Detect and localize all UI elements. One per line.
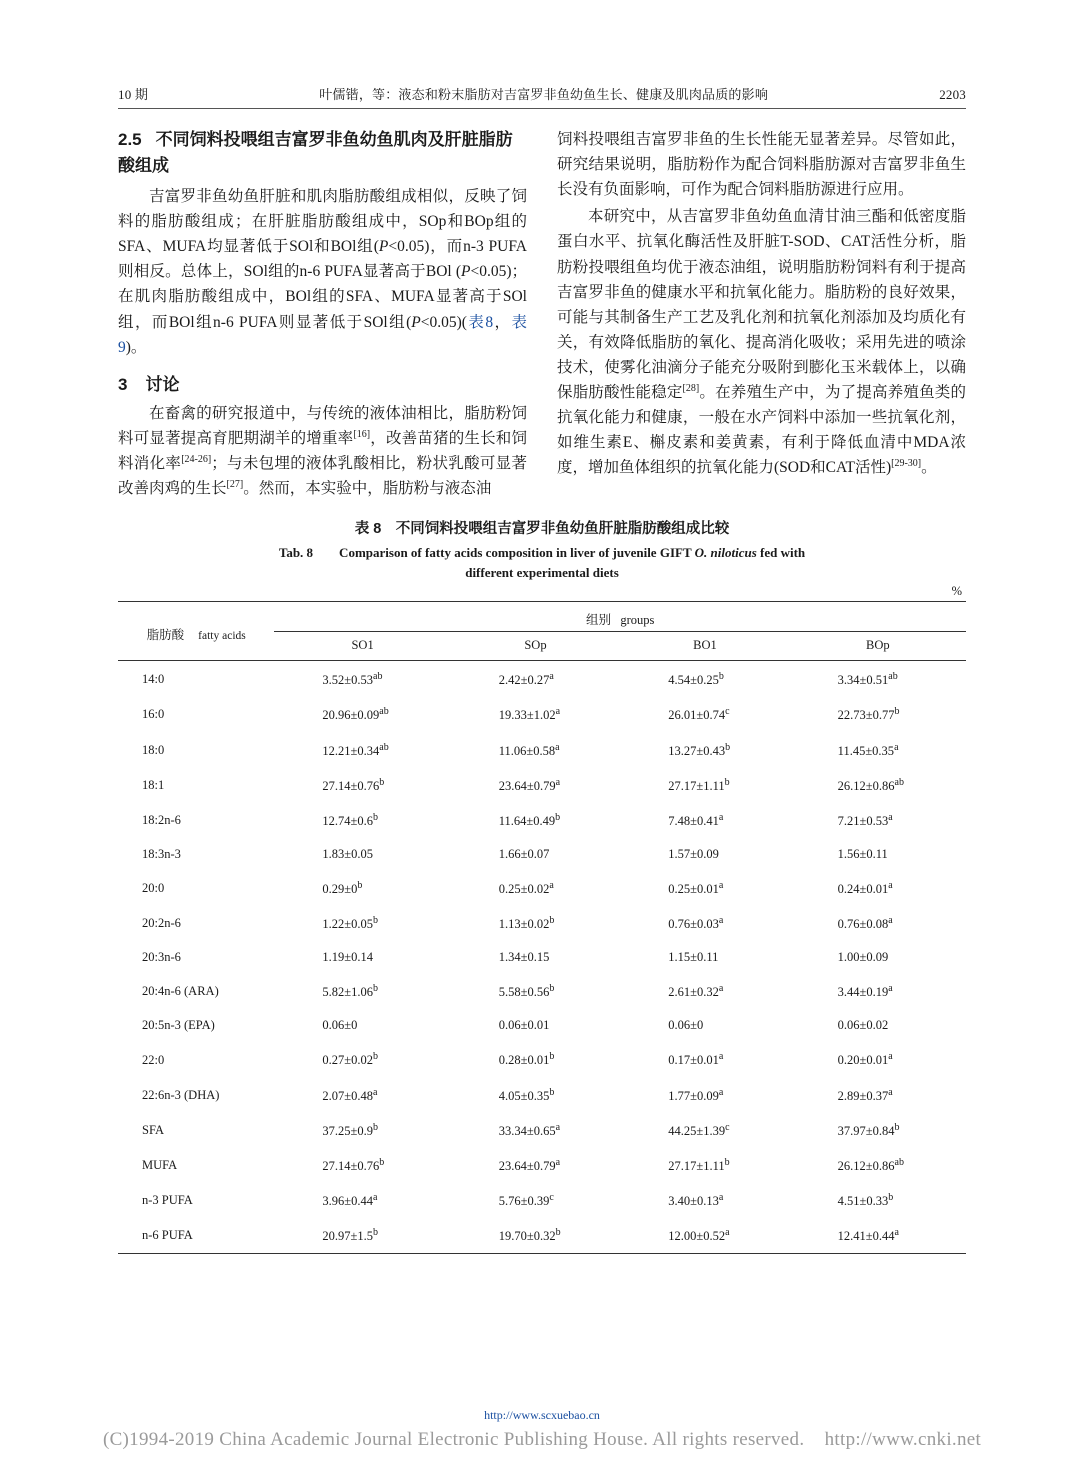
- cell-value: 3.52±0.53$^{ab}$: [322, 671, 383, 688]
- cell-value: 3.34±0.51$^{ab}$: [837, 671, 898, 688]
- cell-value: 7.48±0.41$^a$: [668, 811, 724, 828]
- italic-p: P: [461, 263, 471, 281]
- table-row: [118, 733, 966, 768]
- significance-marker: a: [555, 706, 561, 718]
- section-title: 不同饲料投喂组吉富罗非鱼幼鱼肌肉及肝脏脂肪酸组成: [118, 130, 513, 175]
- column-header-so1: SO1: [351, 638, 374, 653]
- caption-en-part3: different experimental diets: [465, 564, 619, 580]
- section-title: 讨论: [145, 374, 180, 394]
- cell-value: 23.64±0.79$^a$: [498, 776, 561, 793]
- cell-fatty-acid: 16:0: [142, 707, 165, 722]
- cell-fatty-acid: MUFA: [142, 1158, 178, 1172]
- significance-marker: a: [718, 1086, 724, 1098]
- cell-value: 7.21±0.53$^a$: [837, 811, 893, 828]
- significance-marker: a: [888, 1051, 893, 1063]
- header-groups: [274, 603, 966, 632]
- significance-marker: b: [888, 1192, 894, 1204]
- significance-marker: b: [373, 1121, 379, 1133]
- significance-marker: b: [357, 879, 363, 891]
- cell-value: 0.06±0.01: [498, 1018, 550, 1033]
- section-heading-3: [118, 370, 527, 395]
- significance-marker: b: [373, 811, 379, 823]
- table-row: [118, 974, 966, 1009]
- cell-value: 33.34±0.65$^a$: [498, 1121, 561, 1138]
- significance-marker: b: [549, 915, 555, 927]
- table-rule-bottom: [118, 1254, 966, 1256]
- cell-value: 0.76±0.08$^a$: [837, 915, 893, 932]
- cell-value: 12.41±0.44$^a$: [837, 1227, 899, 1244]
- significance-marker: b: [724, 776, 730, 788]
- significance-marker: a: [725, 1227, 730, 1239]
- cell-fatty-acid: 18:3n-3: [142, 846, 181, 861]
- text-run: 。然而，本实验中，脂肪粉与液态油: [243, 480, 492, 498]
- text-run: ，改善苗猪的生长和饲料消化率: [118, 429, 527, 472]
- table-caption-cn: 表 8 不同饲料投喂组吉富罗非鱼幼鱼肝脏脂肪酸组成比较: [354, 521, 730, 538]
- cell-value: 1.15±0.11: [668, 950, 719, 965]
- cell-value: 27.14±0.76$^b$: [322, 1156, 385, 1174]
- cell-value: 1.00±0.09: [837, 950, 889, 965]
- caption-en-part2: fed with: [756, 545, 806, 561]
- copyright-watermark: [0, 1429, 1084, 1451]
- cell-fatty-acid: 20:2n-6: [142, 916, 181, 931]
- cell-value: 37.25±0.9$^b$: [322, 1121, 379, 1138]
- cell-value: 22.73±0.77$^b$: [837, 706, 900, 723]
- cell-value: 44.25±1.39$^c$: [668, 1121, 730, 1138]
- cell-value: 0.27±0.02$^b$: [322, 1051, 379, 1068]
- significance-marker: a: [555, 741, 560, 753]
- significance-marker: a: [549, 671, 554, 683]
- cell-value: 13.27±0.43$^b$: [668, 741, 731, 758]
- cell-value: 0.24±0.01$^a$: [837, 879, 893, 897]
- table-foot: [118, 1254, 966, 1256]
- cell-value: 1.77±0.09$^a$: [668, 1086, 724, 1103]
- cell-value: 1.83±0.05: [322, 846, 374, 861]
- significance-marker: a: [373, 1192, 378, 1204]
- significance-marker: b: [894, 1121, 900, 1133]
- table-row: [118, 662, 966, 697]
- cell-value: 26.12±0.86$^{ab}$: [837, 776, 904, 793]
- cell-value: 0.17±0.01$^a$: [668, 1051, 724, 1068]
- cell-value: 27.14±0.76$^b$: [322, 776, 385, 793]
- significance-marker: ab: [379, 741, 389, 753]
- significance-marker: b: [555, 811, 561, 823]
- text-run: <0.05)(: [420, 313, 467, 331]
- text-run: ，: [493, 313, 512, 331]
- cell-fatty-acid: n-6 PUFA: [142, 1228, 193, 1243]
- cell-value: 1.13±0.02$^b$: [498, 915, 555, 932]
- significance-marker: b: [373, 983, 379, 995]
- species-name: O. niloticus: [694, 545, 757, 561]
- significance-marker: b: [549, 983, 555, 995]
- paragraph-discussion-1: [118, 401, 527, 501]
- significance-marker: b: [725, 741, 731, 753]
- left-column: [118, 127, 527, 503]
- table-row: [118, 1009, 966, 1042]
- cell-value: 5.58±0.56$^b$: [498, 983, 555, 1000]
- table-row: [118, 906, 966, 941]
- cell-fatty-acid: 20:4n-6 (ARA): [142, 984, 219, 999]
- significance-marker: b: [379, 1156, 385, 1168]
- section-heading-2-5: [118, 127, 527, 178]
- cell-value: 5.76±0.39$^c$: [498, 1192, 554, 1209]
- significance-marker: a: [888, 811, 893, 823]
- cell-value: 11.64±0.49$^b$: [498, 811, 561, 828]
- significance-marker: a: [555, 1121, 561, 1133]
- significance-marker: a: [549, 879, 554, 891]
- significance-marker: b: [373, 1227, 379, 1239]
- cell-value: 3.40±0.13$^a$: [668, 1192, 724, 1209]
- significance-marker: a: [555, 776, 561, 788]
- issue-number: 10 期: [118, 87, 149, 102]
- table-group-header-row: [118, 603, 966, 632]
- cell-value: 2.89±0.37$^a$: [837, 1086, 893, 1103]
- cell-value: 2.07±0.48$^a$: [322, 1086, 378, 1103]
- significance-marker: ab: [894, 776, 904, 788]
- text-run: 本研究中，从吉富罗非鱼幼鱼血清甘油三酯和低密度脂蛋白水平、抗氧化酶活性及肝脏T-SOD、CAT活性分析，脂肪粉投喂组鱼均优于液态油组，说明脂肪粉饲料有利于提高吉富罗非鱼的健康水平和抗氧化能力。脂肪粉的良好效果，可能与其制备生产工艺及乳化剂和抗氧化剂添加及均质化有关，有效降低脂肪的氧化、提高消化吸收；采用先进的喷涂技术，使雾化油滴分子能充分吸附到膨化玉米载体上，以确保脂肪酸性能稳定: [557, 208, 966, 402]
- table-row: [118, 803, 966, 838]
- cell-value: 26.01±0.74$^c$: [668, 706, 730, 723]
- cell-value: 1.19±0.14: [322, 950, 374, 965]
- page-footer: [0, 1408, 1084, 1451]
- cell-value: 20.96±0.09$^{ab}$: [322, 706, 389, 723]
- text-run: 在畜禽的研究报道中，与传统的液体油相比，脂肪粉饲料可显著提高育肥期湖羊的增重率: [118, 404, 527, 447]
- significance-marker: ab: [373, 671, 383, 683]
- cell-value: 0.06±0.02: [837, 1018, 889, 1033]
- italic-p: P: [411, 313, 421, 331]
- table-row: [118, 1183, 966, 1218]
- table-caption: [118, 517, 966, 582]
- table-body: [118, 662, 966, 1254]
- section-number: 3: [118, 374, 128, 394]
- italic-p: P: [378, 238, 389, 256]
- significance-marker: b: [373, 915, 379, 927]
- journal-url[interactable]: http://www.scxuebao.cn: [484, 1408, 600, 1422]
- cell-value: 3.44±0.19$^a$: [837, 983, 893, 1000]
- significance-marker: a: [888, 1086, 893, 1098]
- cell-value: 23.64±0.79$^a$: [498, 1156, 561, 1174]
- text-run: 吉富罗非鱼幼鱼肝脏和肌肉脂肪酸组成相似，反映了饲料的脂肪酸组成；在肝脏脂肪酸组成中，SOp和BOp组的SFA、MUFA均显著低于SOl和BOl组(: [118, 188, 527, 256]
- cell-value: 37.97±0.84$^b$: [837, 1121, 900, 1138]
- significance-marker: c: [725, 706, 730, 718]
- significance-marker: ab: [888, 671, 898, 683]
- table-row: [118, 941, 966, 974]
- cell-fatty-acid: SFA: [142, 1122, 165, 1137]
- caption-en-part1: Tab. 8 Comparison of fatty acids composition in liver of juvenile GIFT: [278, 545, 695, 561]
- cell-value: 19.70±0.32$^b$: [498, 1227, 561, 1244]
- table-row: [118, 1218, 966, 1254]
- text-run: 。: [921, 459, 937, 477]
- citation-ref[interactable]: [24-26]: [181, 453, 212, 465]
- table-unit: %: [951, 584, 962, 599]
- significance-marker: b: [894, 706, 900, 718]
- column-header-sop: SOp: [524, 638, 547, 653]
- cell-value: 1.57±0.09: [668, 846, 719, 861]
- cnki-url: http://www.cnki.net: [824, 1429, 982, 1450]
- running-title: 叶儒锴，等：液态和粉末脂肪对吉富罗非鱼幼鱼生长、健康及肌肉品质的影响: [319, 87, 769, 102]
- table-row: [118, 768, 966, 803]
- significance-marker: a: [894, 741, 899, 753]
- table-caption-en: [118, 543, 966, 582]
- significance-marker: a: [718, 811, 724, 823]
- significance-marker: b: [724, 1156, 730, 1168]
- cell-value: 1.22±0.05$^b$: [322, 915, 379, 932]
- text-run: <0.05)，而n-3 PUFA则相反。总体上，SOl组的n-6 PUFA显著高于BOl (: [118, 238, 527, 281]
- significance-marker: a: [888, 879, 893, 891]
- cell-value: 11.45±0.35$^a$: [837, 741, 899, 758]
- header-group-en: groups: [620, 613, 655, 628]
- significance-marker: a: [718, 879, 724, 891]
- table-row: [118, 1078, 966, 1113]
- table-row: [118, 1148, 966, 1183]
- cell-value: 12.00±0.52$^a$: [668, 1227, 730, 1244]
- header-fa-cn: 脂肪酸: [146, 627, 185, 642]
- citation-ref[interactable]: [29-30]: [891, 458, 922, 470]
- running-head: [118, 84, 966, 109]
- significance-marker: a: [718, 1192, 724, 1204]
- significance-marker: b: [379, 776, 385, 788]
- cell-fatty-acid: 18:0: [142, 742, 165, 757]
- cell-value: 5.82±1.06$^b$: [322, 983, 379, 1000]
- table-head: [118, 602, 966, 663]
- cell-fatty-acid: 22:0: [142, 1052, 165, 1067]
- text-run: <0.05)；在肌肉脂肪酸组成中，BOl组的SFA、MUFA显著高于SOl组，而BOl组n-6 PUFA则显著低于SOl组(: [118, 263, 527, 331]
- table-row: [118, 697, 966, 732]
- significance-marker: a: [718, 915, 724, 927]
- significance-marker: ab: [894, 1156, 904, 1168]
- significance-marker: c: [549, 1192, 554, 1204]
- cell-fatty-acid: 20:3n-6: [142, 950, 181, 965]
- cell-fatty-acid: 18:1: [142, 777, 165, 792]
- cell-fatty-acid: 18:2n-6: [142, 812, 181, 827]
- cell-value: 0.25±0.02$^a$: [498, 879, 554, 897]
- cell-fatty-acid: 22:6n-3 (DHA): [142, 1087, 220, 1102]
- significance-marker: b: [555, 1227, 561, 1239]
- table-row: [118, 1042, 966, 1077]
- cell-value: 0.25±0.01$^a$: [668, 879, 724, 897]
- cell-value: 20.97±1.5$^b$: [322, 1227, 379, 1244]
- significance-marker: b: [549, 1051, 555, 1063]
- significance-marker: b: [373, 1051, 379, 1063]
- paragraph-continued: 饲料投喂组吉富罗非鱼的生长性能无显著差异。尽管如此，研究结果说明，脂肪粉作为配合饲料脂肪源对吉富罗非鱼生长没有负面影响，可作为配合饲料脂肪源进行应用。: [557, 131, 966, 199]
- text-run: 。在养殖生产中，为了提高养殖鱼类的抗氧化能力和健康，一般在水产饲料中添加一些抗氧化剂，如维生素E、槲皮素和姜黄素，有利于降低血清中MDA浓度，增加鱼体组织的抗氧化能力(SOD和CAT活性): [557, 384, 966, 477]
- section-number: 2.5: [118, 130, 142, 149]
- cell-value: 0.20±0.01$^a$: [837, 1051, 893, 1068]
- significance-marker: a: [888, 915, 893, 927]
- significance-marker: a: [888, 983, 893, 995]
- citation-ref[interactable]: [27]: [226, 478, 244, 490]
- cell-value: 19.33±1.02$^a$: [498, 706, 561, 723]
- significance-marker: ab: [379, 706, 389, 718]
- column-header-bo1: BO1: [693, 638, 717, 653]
- cell-value: 2.61±0.32$^a$: [668, 983, 724, 1000]
- cell-value: 1.66±0.07: [498, 846, 550, 861]
- copyright-text: (C)1994-2019 China Academic Journal Electronic Publishing House. All rights reserved.: [102, 1429, 805, 1450]
- header-group-cn: 组别: [586, 613, 612, 628]
- significance-marker: a: [894, 1227, 899, 1239]
- fatty-acid-table: [118, 601, 966, 1255]
- significance-marker: b: [718, 671, 724, 683]
- cell-value: 3.96±0.44$^a$: [322, 1192, 378, 1209]
- page-number: 2203: [939, 87, 966, 102]
- cell-value: 0.76±0.03$^a$: [668, 915, 724, 932]
- cell-value: 1.34±0.15: [498, 950, 550, 965]
- cell-value: $0.29\pm 0^b$: [322, 879, 363, 897]
- citation-ref[interactable]: [16]: [353, 428, 371, 440]
- cell-fatty-acid: 20:5n-3 (EPA): [142, 1018, 215, 1033]
- cell-value: 4.05±0.35$^b$: [498, 1086, 555, 1103]
- table-8-link[interactable]: 表8: [466, 313, 494, 331]
- cell-value: 2.42±0.27$^a$: [498, 671, 554, 688]
- cell-value: 4.54±0.25$^b$: [668, 671, 724, 688]
- text-run: )。: [125, 338, 147, 356]
- cell-fatty-acid: 14:0: [142, 672, 165, 687]
- citation-ref[interactable]: [28]: [682, 382, 700, 394]
- cell-value: 27.17±1.11$^b$: [668, 1156, 730, 1174]
- header-fa-en: fatty acids: [198, 629, 246, 642]
- cell-value: 0.06±0: [668, 1018, 704, 1033]
- right-column: [557, 127, 966, 503]
- column-header-bop: BOp: [866, 638, 890, 653]
- cell-value: 12.74±0.6$^b$: [322, 811, 379, 828]
- header-fatty-acids: [118, 603, 274, 661]
- cell-value: 11.06±0.58$^a$: [498, 741, 560, 758]
- table-row: [118, 871, 966, 906]
- text-run: ；与未包埋的液体乳酸相比，粉状乳酸可显著改善肉鸡的生长: [118, 454, 527, 498]
- cell-fatty-acid: n-3 PUFA: [142, 1193, 193, 1208]
- cell-fatty-acid: 20:0: [142, 881, 165, 896]
- cell-value: 0.28±0.01$^b$: [498, 1051, 555, 1068]
- cell-value: 27.17±1.11$^b$: [668, 776, 730, 793]
- paragraph-2-5: [118, 184, 527, 360]
- cell-value: 0.06±0: [322, 1018, 358, 1033]
- cell-value: 26.12±0.86$^{ab}$: [837, 1156, 904, 1174]
- significance-marker: a: [555, 1156, 561, 1168]
- table-9-link[interactable]: 表9: [118, 313, 527, 356]
- cell-value: 1.56±0.11: [837, 846, 888, 861]
- significance-marker: a: [373, 1086, 378, 1098]
- significance-marker: c: [725, 1121, 730, 1133]
- significance-marker: b: [549, 1086, 555, 1098]
- paragraph-discussion-2: [557, 204, 966, 480]
- two-column-body: [118, 127, 966, 503]
- table-row: [118, 1113, 966, 1148]
- cell-value: 12.21±0.34$^{ab}$: [322, 741, 389, 758]
- significance-marker: a: [718, 1051, 724, 1063]
- table-row: [118, 838, 966, 871]
- cell-value: 4.51±0.33$^b$: [837, 1192, 894, 1209]
- significance-marker: a: [718, 983, 724, 995]
